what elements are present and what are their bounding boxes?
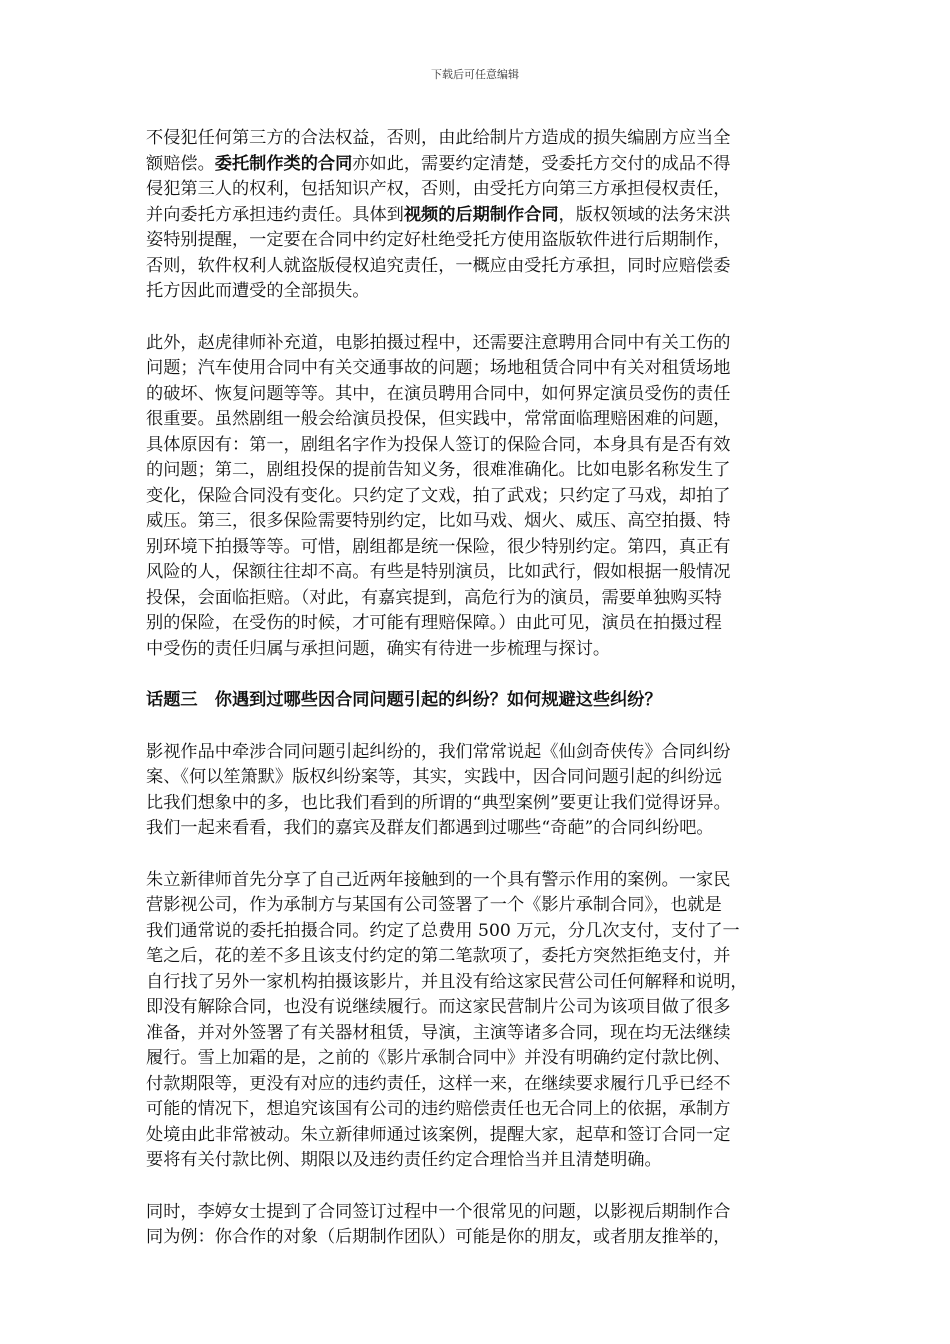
- text-line: 很重要。虽然剧组一般会给演员投保，但实践中，常常面临理赔困难的问题，: [146, 409, 731, 429]
- text-run: 额赔偿。: [146, 153, 215, 174]
- text-line: 姿特别提醒，一定要在合同中约定好杜绝受托方使用盗版软件进行后期制作，: [146, 230, 731, 250]
- paragraph-2: [146, 331, 816, 663]
- text-line: 付款期限等，更没有对应的违约责任，这样一来，在继续要求履行几乎已经不: [146, 1073, 731, 1094]
- text-line: 变化，保险合同没有变化。只约定了文戏，拍了武戏；只约定了马戏，却拍了: [146, 485, 731, 506]
- text-line: 托方因此而遭受的全部损失。: [146, 281, 370, 301]
- topic-question: 你遇到过哪些因合同问题引起的纠纷？如何规避这些纠纷？: [214, 690, 662, 710]
- text-line: 处境由此非常被动。朱立新律师通过该案例，提醒大家，起草和签订合同一定: [146, 1124, 731, 1145]
- text-line: 即没有解除合同，也没有说继续履行。而这家民营制片公司为该项目做了很多: [146, 997, 731, 1017]
- paragraph-gap: [146, 714, 816, 740]
- text-line: 侵犯第三人的权利，包括知识产权，否则，由受托方向第三方承担侵权责任，: [146, 179, 731, 199]
- paragraph-5: [146, 1200, 816, 1251]
- text-line: 中受伤的责任归属与承担问题，确实有待进一步梳理与探讨。: [146, 638, 611, 659]
- paragraph-gap: [146, 1174, 816, 1200]
- text-line: [146, 152, 816, 178]
- text-line: 准备，并对外签署了有关器材租赁，导演，主演等诸多合同，现在均无法继续: [146, 1022, 731, 1043]
- text-run: 亦如此，需要约定清楚，受委托方交付的成品不得: [352, 153, 731, 174]
- text-run: ，版权领域的法务宋洪: [558, 204, 731, 225]
- text-line: 营影视公司，作为承制方与某国有公司签署了一个《影片承制合同》，也就是: [146, 895, 722, 915]
- paragraph-1: [146, 126, 816, 305]
- text-line: 威压。第三，很多保险需要特别约定，比如马戏、烟火、威压、高空拍摄、特: [146, 511, 731, 531]
- topic-label: 话题三: [146, 690, 198, 710]
- text-line: 比我们想象中的多，也比我们看到的所谓的“典型案例”要更让我们觉得讶异。: [146, 792, 731, 813]
- text-line: 同时，李婷女士提到了合同签订过程中一个很常见的问题，以影视后期制作合: [146, 1201, 731, 1222]
- text-line: 投保，会面临拒赔。（对此，有嘉宾提到，高危行为的演员，需要单独购买特: [146, 587, 722, 608]
- text-line: 案、《何以笙箫默》版权纠纷案等，其实，实践中，因合同问题引起的纠纷远: [146, 767, 722, 787]
- text-line: 不侵犯任何第三方的合法权益，否则，由此给制片方造成的损失编剧方应当全: [146, 128, 731, 148]
- text-line: 否则，软件权利人就盗版侵权追究责任，一概应由受托方承担，同时应赔偿委: [146, 255, 731, 276]
- bold-term-entrusted-production-contract: 委托制作类的合同: [214, 153, 353, 174]
- text-line: 此外，赵虎律师补充道，电影拍摄过程中，还需要注意聘用合同中有关工伤的: [146, 332, 731, 353]
- text-line: 自行找了另外一家机构拍摄该影片，并且没有给这家民营公司任何解释和说明，: [146, 971, 748, 992]
- text-line: 我们一起来看看，我们的嘉宾及群友们都遇到过哪些“奇葩”的合同纠纷吧。: [146, 818, 714, 838]
- bold-term-video-post-production-contract: 视频的后期制作合同: [403, 204, 559, 225]
- paragraph-gap: [146, 842, 816, 868]
- text-line: 别的保险，在受伤的时候，才可能有理赔保障。）由此可见，演员在拍摄过程: [146, 613, 722, 633]
- paragraph-4: [146, 868, 816, 1174]
- text-line: 风险的人，保额往往却不高。有些是特别演员，比如武行，假如根据一般情况: [146, 562, 731, 582]
- text-line: 我们通常说的委托拍摄合同。约定了总费用 500 万元，分几次支付，支付了一: [146, 920, 740, 941]
- paragraph-3: [146, 740, 816, 842]
- paragraph-gap: [146, 305, 816, 331]
- text-line: 履行。雪上加霜的是，之前的《影片承制合同中》并没有明确约定付款比例、: [146, 1048, 731, 1068]
- text-line: 朱立新律师首先分享了自己近两年接触到的一个具有警示作用的案例。一家民: [146, 869, 731, 890]
- text-line: 的破坏、恢复问题等等。其中，在演员聘用合同中，如何界定演员受伤的责任: [146, 383, 731, 404]
- text-line: 笔之后，花的差不多且该支付约定的第二笔款项了，委托方突然拒绝支付，并: [146, 946, 731, 966]
- text-run: 并向委托方承担违约责任。具体到: [146, 204, 404, 225]
- text-line: 同为例：你合作的对象（后期制作团队）可能是你的朋友，或者朋友推举的，: [146, 1227, 731, 1247]
- topic-heading: [146, 688, 816, 714]
- text-line: 别环境下拍摄等等。可惜，剧组都是统一保险，很少特别约定。第四，真正有: [146, 536, 731, 557]
- text-line: 的问题；第二，剧组投保的提前告知义务，很难准确化。比如电影名称发生了: [146, 460, 731, 480]
- text-line: 要将有关付款比例、期限以及违约责任约定合理恰当并且清楚明确。: [146, 1150, 662, 1170]
- paragraph-gap: [146, 662, 816, 688]
- text-line: 可能的情况下，想追究该国有公司的违约赔偿责任也无合同上的依据，承制方: [146, 1099, 731, 1119]
- text-line: [146, 203, 816, 229]
- document-body: [146, 126, 816, 1251]
- text-line: 影视作品中牵涉合同问题引起纠纷的，我们常常说起《仙剑奇侠传》合同纠纷: [146, 741, 731, 762]
- text-line: 问题；汽车使用合同中有关交通事故的问题；场地租赁合同中有关对租赁场地: [146, 358, 731, 378]
- page-header: 下载后可任意编辑: [431, 68, 519, 81]
- text-line: 具体原因有：第一，剧组名字作为投保人签订的保险合同，本身具有是否有效: [146, 434, 731, 455]
